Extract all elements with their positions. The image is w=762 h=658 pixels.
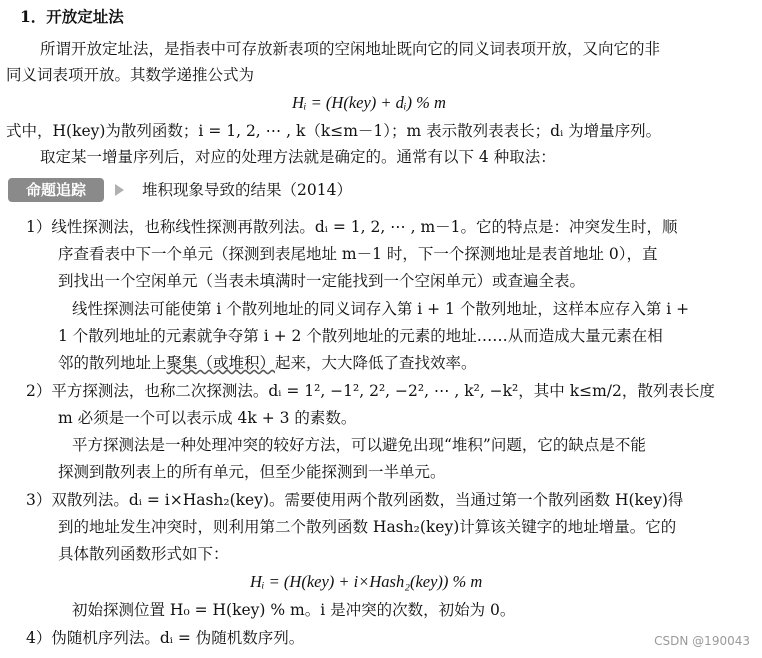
item2-line-4: 探测到散列表上的所有单元，但至少能探测到一半单元。 <box>58 463 446 481</box>
item2-line-1: 2）平方探测法，也称二次探测法。dᵢ = 1², −1², 2², −2², ⋯ , k², −k²，其中 k≤m/2，散列表长度 <box>26 382 715 400</box>
item1-line-6-start: 邻的散列地址上 <box>58 354 167 372</box>
item1-line-6-end: 起来，大大降低了查找效率。 <box>275 354 477 372</box>
item1-line-2: 序查看表中下一个单元（探测到表尾地址 m－1 时，下一个探测地址是表首地址 0），直 <box>58 245 658 263</box>
method-line: 取定某一增量序列后，对应的处理方法就是确定的。通常有以下 4 种取法： <box>40 148 556 166</box>
formula-2: Hᵢ = (H(key) + i×Hash₂(key)) % m <box>250 572 483 591</box>
keyword-clustering: 聚集（或堆积） <box>166 354 276 372</box>
section-heading: 1．开放定址法 <box>20 7 124 26</box>
item1-line-5: 1 个散列地址的元素就争夺第 i + 2 个散列地址的元素的地址……从而造成大量元素在相 <box>58 327 663 345</box>
item1-line-4: 线性探测法可能使第 i 个散列地址的同义词存入第 i + 1 个散列地址，这样本应存入第 i + <box>72 300 690 318</box>
where-line: 式中，H(key)为散列函数；i = 1, 2, ⋯ , k（k≤m－1）；m 表示散列表表长；dᵢ 为增量序列。 <box>6 122 662 140</box>
topic-tag: 命题追踪 <box>8 178 104 202</box>
watermark: CSDN @190043 <box>654 634 750 648</box>
arrow-right-icon <box>115 184 124 196</box>
item2-line-3: 平方探测法是一种处理冲突的较好方法，可以避免出现“堆积”问题，它的缺点是不能 <box>72 436 646 454</box>
item1-line-3: 到找出一个空闲单元（当表未填满时一定能找到一个空闲单元）或查遍全表。 <box>58 272 586 290</box>
intro-line-2: 同义词表项开放。其数学递推公式为 <box>6 66 255 84</box>
item1-line-1: 1）线性探测法，也称线性探测再散列法。dᵢ = 1, 2, ⋯ , m－1。它的特点是：冲突发生时，顺 <box>26 218 678 236</box>
item4-line-1: 4）伪随机序列法。dᵢ = 伪随机数序列。 <box>26 629 305 647</box>
item3-line-3: 具体散列函数形式如下： <box>58 545 229 563</box>
item1-line-6 <box>58 352 477 374</box>
topic-title: 堆积现象导致的结果（2014） <box>142 181 352 199</box>
item2-line-2: m 必须是一个可以表示成 4k + 3 的素数。 <box>58 409 357 427</box>
intro-line-1: 所谓开放定址法，是指表中可存放新表项的空闲地址既向它的同义词表项开放，又向它的非 <box>40 40 661 58</box>
item3-line-4: 初始探测位置 H₀ = H(key) % m。i 是冲突的次数，初始为 0。 <box>72 601 516 619</box>
item3-line-1: 3）双散列法。dᵢ = i×Hash₂(key)。需要使用两个散列函数，当通过第一个散列函数 H(key)得 <box>26 491 684 509</box>
item3-line-2: 到的地址发生冲突时，则利用第二个散列函数 Hash₂(key)计算该关键字的地址增量。它的 <box>58 518 677 536</box>
formula-1: Hᵢ = (H(key) + dᵢ) % m <box>292 93 446 112</box>
